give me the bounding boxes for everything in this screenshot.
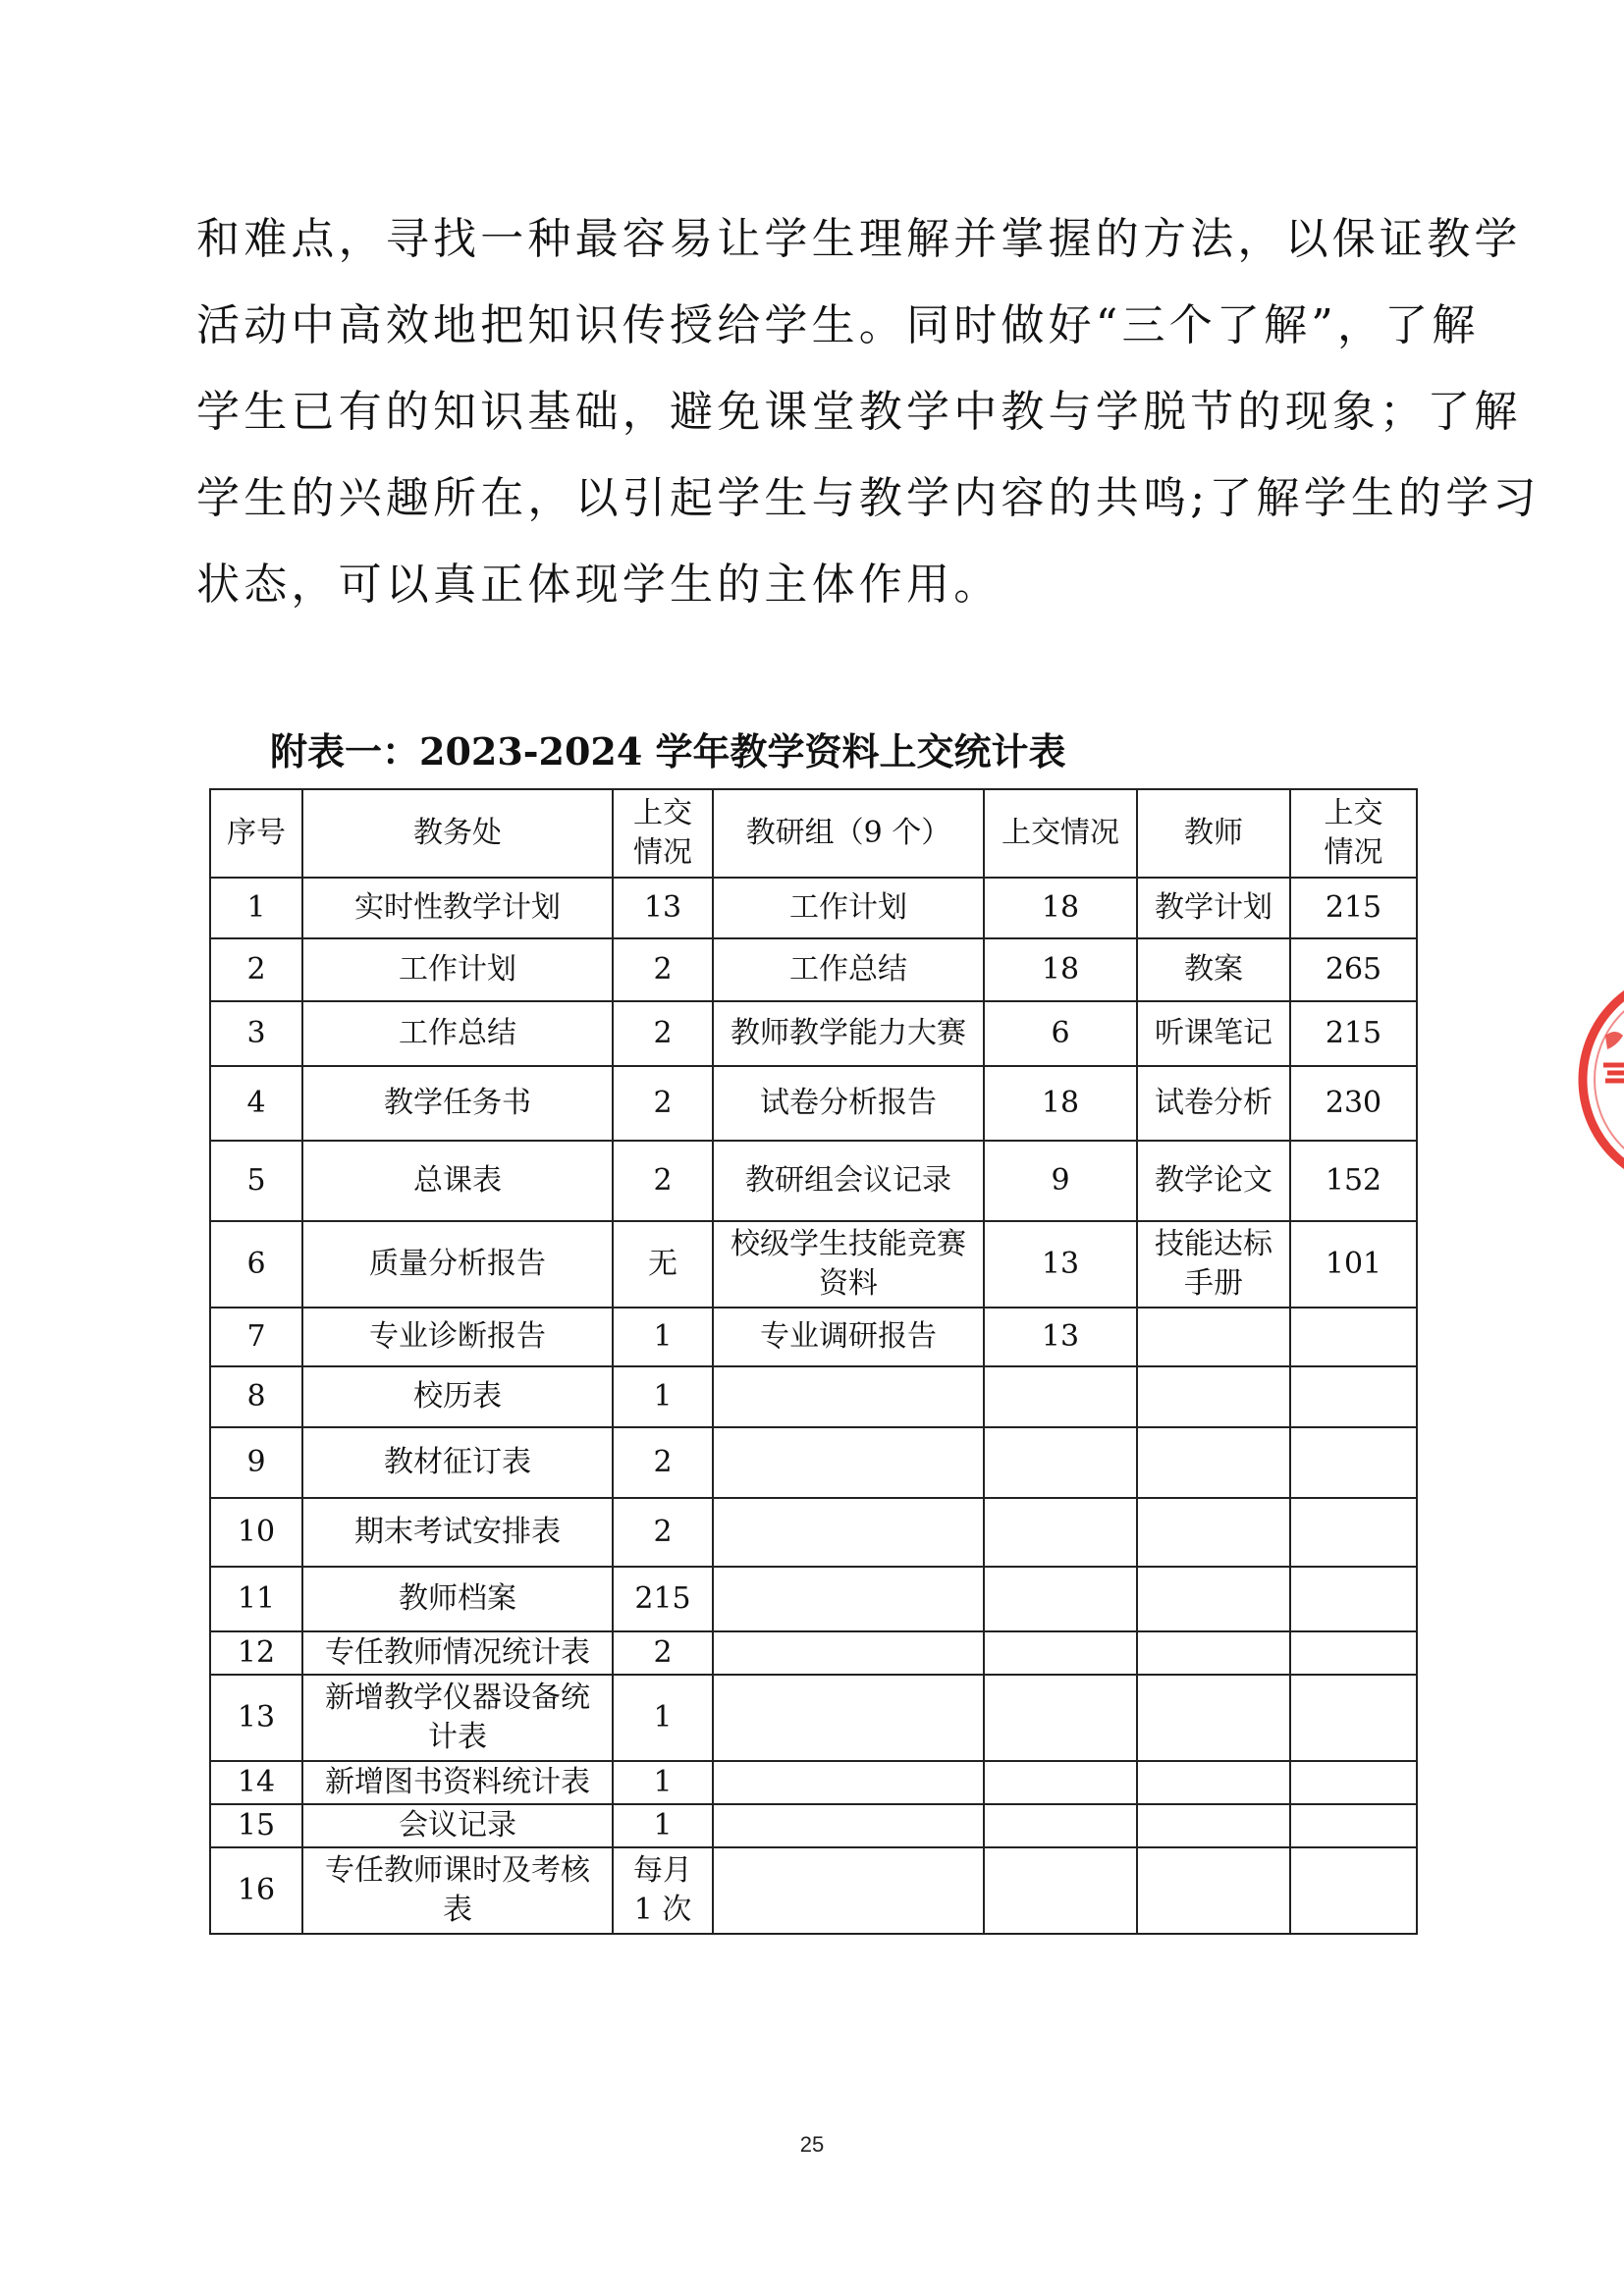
cell-group-count: [984, 1804, 1137, 1847]
cell-teacher-count: 265: [1290, 938, 1417, 1001]
cell-teacher-count: [1290, 1498, 1417, 1567]
cell-teacher-item: [1137, 1308, 1290, 1366]
cell-group-item: [713, 1761, 984, 1804]
table-row: [210, 1761, 1417, 1804]
cell-teacher-count: [1290, 1366, 1417, 1427]
cell-index: 13: [210, 1675, 302, 1761]
table-row: [210, 1675, 1417, 1761]
cell-group-count: 9: [984, 1141, 1137, 1221]
cell-index: 3: [210, 1001, 302, 1066]
cell-teacher-item: 试卷分析: [1137, 1066, 1290, 1141]
cell-office-item: 会议记录: [302, 1804, 613, 1847]
header-group-status: 上交情况: [984, 789, 1137, 878]
cell-group-count: 18: [984, 1066, 1137, 1141]
cell-office-item: 校历表: [302, 1366, 613, 1427]
cell-office-count: 2: [613, 1631, 713, 1675]
cell-teacher-item: [1137, 1498, 1290, 1567]
cell-office-item: 实时性教学计划: [302, 878, 613, 938]
table-row: [210, 1427, 1417, 1498]
cell-teacher-item: [1137, 1366, 1290, 1427]
cell-office-count: 1: [613, 1675, 713, 1761]
cell-office-count: 无: [613, 1221, 713, 1308]
cell-teacher-count: 215: [1290, 1001, 1417, 1066]
cell-teacher-item: 技能达标 手册: [1137, 1221, 1290, 1308]
cell-teacher-item: [1137, 1847, 1290, 1934]
body-paragraph: [196, 196, 1541, 628]
header-group: 教研组（9 个）: [713, 789, 984, 878]
cell-office-count: 2: [613, 1001, 713, 1066]
cell-office-count: 13: [613, 878, 713, 938]
table-header: [210, 789, 1417, 878]
cell-group-item: [713, 1804, 984, 1847]
cell-teacher-item: 教学论文: [1137, 1141, 1290, 1221]
header-teacher: 教师: [1137, 789, 1290, 878]
cell-office-item: 质量分析报告: [302, 1221, 613, 1308]
cell-index: 14: [210, 1761, 302, 1804]
paragraph-line: 状态，可以真正体现学生的主体作用。: [196, 560, 1001, 610]
cell-teacher-count: [1290, 1308, 1417, 1366]
cell-group-count: [984, 1366, 1137, 1427]
cell-teacher-item: [1137, 1567, 1290, 1631]
cell-group-item: [713, 1366, 984, 1427]
table-row: [210, 1221, 1417, 1308]
cell-group-count: 13: [984, 1221, 1137, 1308]
table-row: [210, 1066, 1417, 1141]
cell-office-item: 专任教师情况统计表: [302, 1631, 613, 1675]
cell-group-item: [713, 1567, 984, 1631]
table-row: [210, 1498, 1417, 1567]
cell-office-count: 1: [613, 1761, 713, 1804]
paragraph-line: 学生已有的知识基础，避免课堂教学中教与学脱节的现象；了解: [196, 387, 1522, 437]
cell-teacher-count: 230: [1290, 1066, 1417, 1141]
cell-group-item: 校级学生技能竞赛 资料: [713, 1221, 984, 1308]
cell-teacher-count: [1290, 1427, 1417, 1498]
cell-index: 7: [210, 1308, 302, 1366]
cell-index: 16: [210, 1847, 302, 1934]
cell-office-count: 2: [613, 1427, 713, 1498]
cell-index: 2: [210, 938, 302, 1001]
cell-office-count: 1: [613, 1804, 713, 1847]
table-row: [210, 1308, 1417, 1366]
cell-group-count: [984, 1761, 1137, 1804]
cell-office-count: 2: [613, 938, 713, 1001]
cell-office-item: 总课表: [302, 1141, 613, 1221]
cell-office-item: 教材征订表: [302, 1427, 613, 1498]
cell-office-item: 工作计划: [302, 938, 613, 1001]
cell-teacher-count: 101: [1290, 1221, 1417, 1308]
cell-index: 6: [210, 1221, 302, 1308]
cell-index: 9: [210, 1427, 302, 1498]
cell-office-count: 2: [613, 1066, 713, 1141]
cell-group-item: [713, 1675, 984, 1761]
cell-group-count: 18: [984, 878, 1137, 938]
table-row: [210, 1567, 1417, 1631]
cell-teacher-count: [1290, 1567, 1417, 1631]
cell-group-count: 13: [984, 1308, 1137, 1366]
paragraph-line: 和难点，寻找一种最容易让学生理解并掌握的方法，以保证教学: [196, 214, 1522, 264]
cell-index: 12: [210, 1631, 302, 1675]
cell-index: 4: [210, 1066, 302, 1141]
cell-group-count: [984, 1498, 1137, 1567]
cell-group-item: 专业调研报告: [713, 1308, 984, 1366]
table-title: 附表一：2023-2024 学年教学资料上交统计表: [270, 729, 1066, 774]
header-office-status: 上交 情况: [613, 789, 713, 878]
cell-group-item: 教师教学能力大赛: [713, 1001, 984, 1066]
cell-teacher-item: 听课笔记: [1137, 1001, 1290, 1066]
cell-group-item: [713, 1498, 984, 1567]
cell-group-count: [984, 1631, 1137, 1675]
cell-office-item: 教学任务书: [302, 1066, 613, 1141]
cell-teacher-count: 215: [1290, 878, 1417, 938]
cell-office-item: 专业诊断报告: [302, 1308, 613, 1366]
header-office: 教务处: [302, 789, 613, 878]
table-row: [210, 1847, 1417, 1934]
paragraph-line: 活动中高效地把知识传授给学生。同时做好“三个了解”，了解: [196, 300, 1480, 350]
cell-group-count: [984, 1427, 1137, 1498]
table-row: [210, 1141, 1417, 1221]
cell-group-count: 6: [984, 1001, 1137, 1066]
cell-group-count: 18: [984, 938, 1137, 1001]
cell-teacher-count: [1290, 1675, 1417, 1761]
cell-index: 8: [210, 1366, 302, 1427]
cell-teacher-item: [1137, 1675, 1290, 1761]
cell-index: 5: [210, 1141, 302, 1221]
table-body: [210, 878, 1417, 1934]
cell-group-item: [713, 1427, 984, 1498]
cell-teacher-item: [1137, 1427, 1290, 1498]
cell-office-count: 215: [613, 1567, 713, 1631]
cell-teacher-item: [1137, 1761, 1290, 1804]
cell-group-item: [713, 1631, 984, 1675]
cell-office-item: 专任教师课时及考核 表: [302, 1847, 613, 1934]
cell-office-count: 1: [613, 1308, 713, 1366]
table-row: [210, 878, 1417, 938]
cell-teacher-count: [1290, 1847, 1417, 1934]
cell-office-count: 每月 1 次: [613, 1847, 713, 1934]
table-row: [210, 1366, 1417, 1427]
cell-teacher-item: 教案: [1137, 938, 1290, 1001]
cell-teacher-item: 教学计划: [1137, 878, 1290, 938]
cell-office-item: 教师档案: [302, 1567, 613, 1631]
cell-index: 11: [210, 1567, 302, 1631]
cell-teacher-count: 152: [1290, 1141, 1417, 1221]
cell-office-count: 1: [613, 1366, 713, 1427]
cell-group-item: 教研组会议记录: [713, 1141, 984, 1221]
header-index: 序号: [210, 789, 302, 878]
cell-teacher-count: [1290, 1804, 1417, 1847]
cell-group-item: 工作计划: [713, 878, 984, 938]
header-row: [210, 789, 1417, 878]
cell-index: 1: [210, 878, 302, 938]
cell-office-item: 新增图书资料统计表: [302, 1761, 613, 1804]
page-number: 25: [799, 2132, 825, 2157]
header-teacher-status: 上交 情况: [1290, 789, 1417, 878]
cell-group-count: [984, 1675, 1137, 1761]
cell-group-item: 试卷分析报告: [713, 1066, 984, 1141]
cell-office-count: 2: [613, 1498, 713, 1567]
cell-teacher-count: [1290, 1631, 1417, 1675]
cell-group-item: 工作总结: [713, 938, 984, 1001]
cell-office-item: 新增教学仪器设备统 计表: [302, 1675, 613, 1761]
cell-group-count: [984, 1567, 1137, 1631]
table-row: [210, 938, 1417, 1001]
cell-teacher-item: [1137, 1631, 1290, 1675]
official-seal-stamp: [1576, 967, 1624, 1193]
cell-office-item: 工作总结: [302, 1001, 613, 1066]
table-row: [210, 1804, 1417, 1847]
cell-teacher-count: [1290, 1761, 1417, 1804]
cell-group-item: [713, 1847, 984, 1934]
table-row: [210, 1001, 1417, 1066]
cell-office-count: 2: [613, 1141, 713, 1221]
cell-office-item: 期末考试安排表: [302, 1498, 613, 1567]
cell-group-count: [984, 1847, 1137, 1934]
table-row: [210, 1631, 1417, 1675]
statistics-table: [209, 788, 1418, 1935]
cell-teacher-item: [1137, 1804, 1290, 1847]
paragraph-line: 学生的兴趣所在，以引起学生与教学内容的共鸣;了解学生的学习: [196, 473, 1541, 523]
cell-index: 15: [210, 1804, 302, 1847]
cell-index: 10: [210, 1498, 302, 1567]
